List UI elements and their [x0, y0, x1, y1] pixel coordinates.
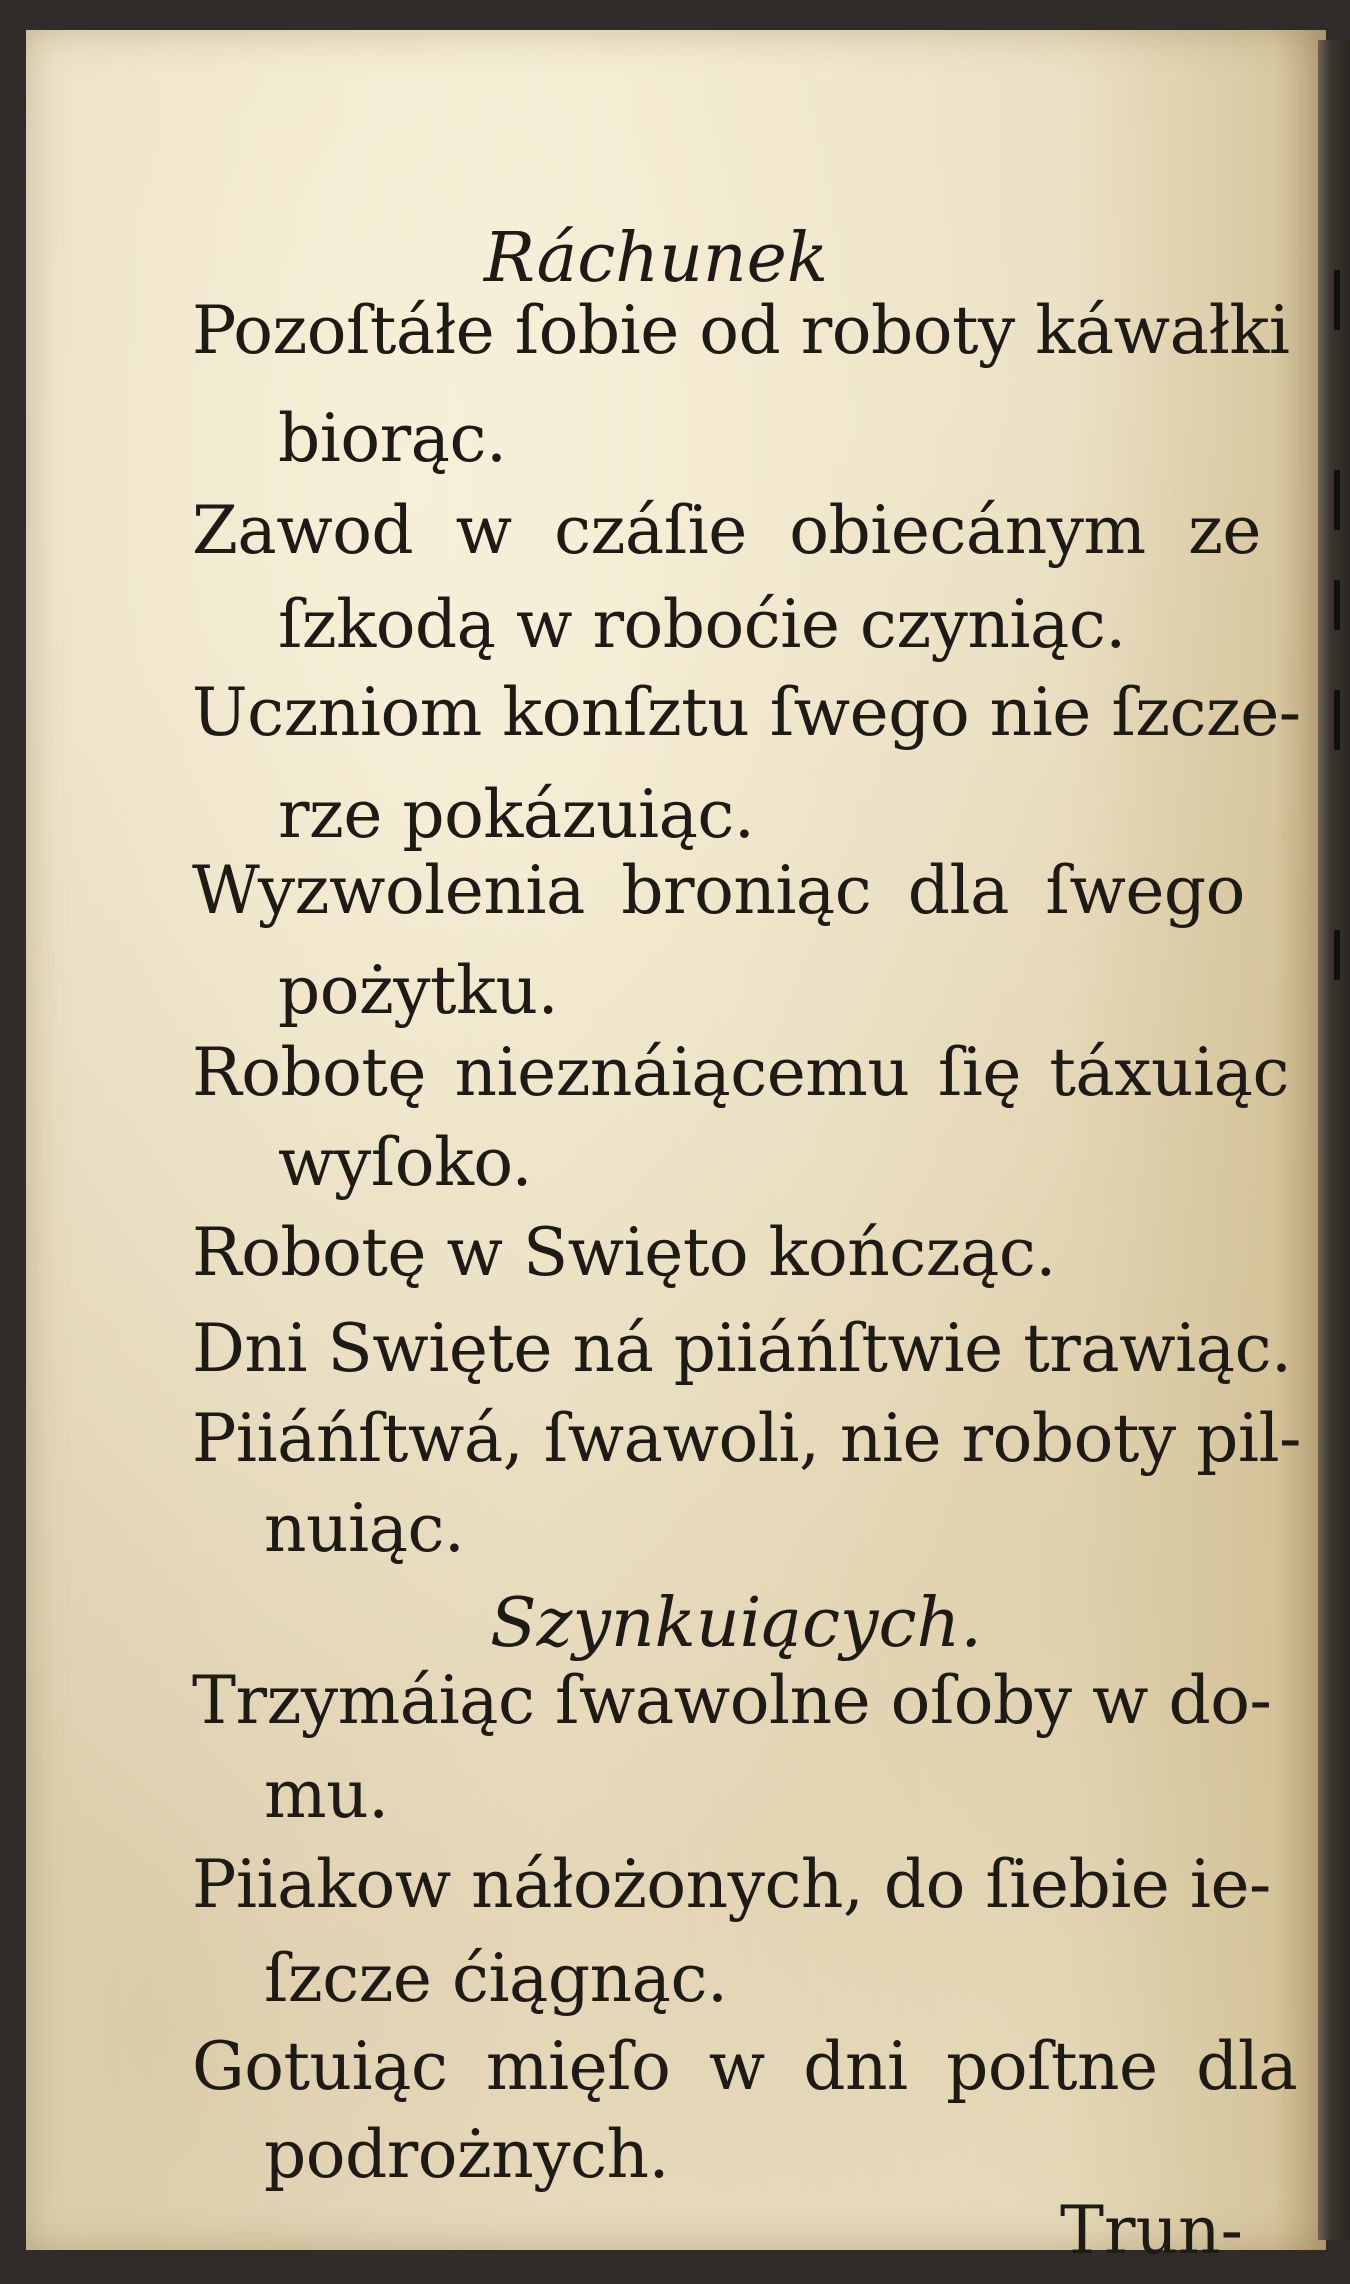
entry-9-line-1: Trzymáiąc ſwawolne oſoby w do-: [192, 1662, 1272, 1739]
entry-7-line-1: Dni Swięte ná piiáńſtwie trawiąc.: [192, 1310, 1292, 1387]
section-heading-szynkuiacych: Szynkuiących.: [490, 1584, 982, 1663]
entry-11-line-1: Gotuiąc mięſo w dni poſtne dla: [192, 2028, 1298, 2105]
entry-9-line-2: mu.: [264, 1756, 389, 1833]
entry-3-line-1: Uczniom konſztu ſwego nie ſzcze-: [192, 674, 1301, 751]
entry-10-line-2: ſzcze ćiągnąc.: [264, 1940, 728, 2017]
adjacent-page-ink-marks: [1334, 270, 1344, 1470]
entry-1-line-2: biorąc.: [278, 400, 507, 477]
entry-1-line-1: Pozoſtáłe ſobie od roboty káwałki: [192, 292, 1290, 369]
book-page: [26, 30, 1326, 2269]
entry-2-line-2: ſzkodą w roboćie czyniąc.: [278, 586, 1126, 663]
entry-8-line-2: nuiąc.: [264, 1490, 465, 1567]
entry-8-line-1: Piiáńſtwá, ſwawoli, nie roboty pil-: [192, 1400, 1301, 1477]
entry-5-line-2: wyſoko.: [278, 1124, 532, 1201]
section-heading-rachunek: Ráchunek: [483, 219, 829, 298]
entry-4-line-1: Wyzwolenia broniąc dla ſwego: [192, 852, 1245, 929]
entry-4-line-2: pożytku.: [278, 952, 559, 1029]
catchword: Trun-: [1060, 2192, 1243, 2269]
entry-11-line-2: podrożnych.: [264, 2116, 670, 2193]
entry-10-line-1: Piiakow náłożonych, do ſiebie ie-: [192, 1846, 1271, 1923]
entry-3-line-2: rze pokázuiąc.: [278, 776, 755, 853]
entry-6-line-1: Robotę w Swięto kończąc.: [192, 1214, 1056, 1291]
entry-5-line-1: Robotę nieznáiącemu ſię táxuiąc: [192, 1034, 1289, 1111]
entry-2-line-1: Zawod w czáſie obiecánym ze: [192, 492, 1261, 569]
